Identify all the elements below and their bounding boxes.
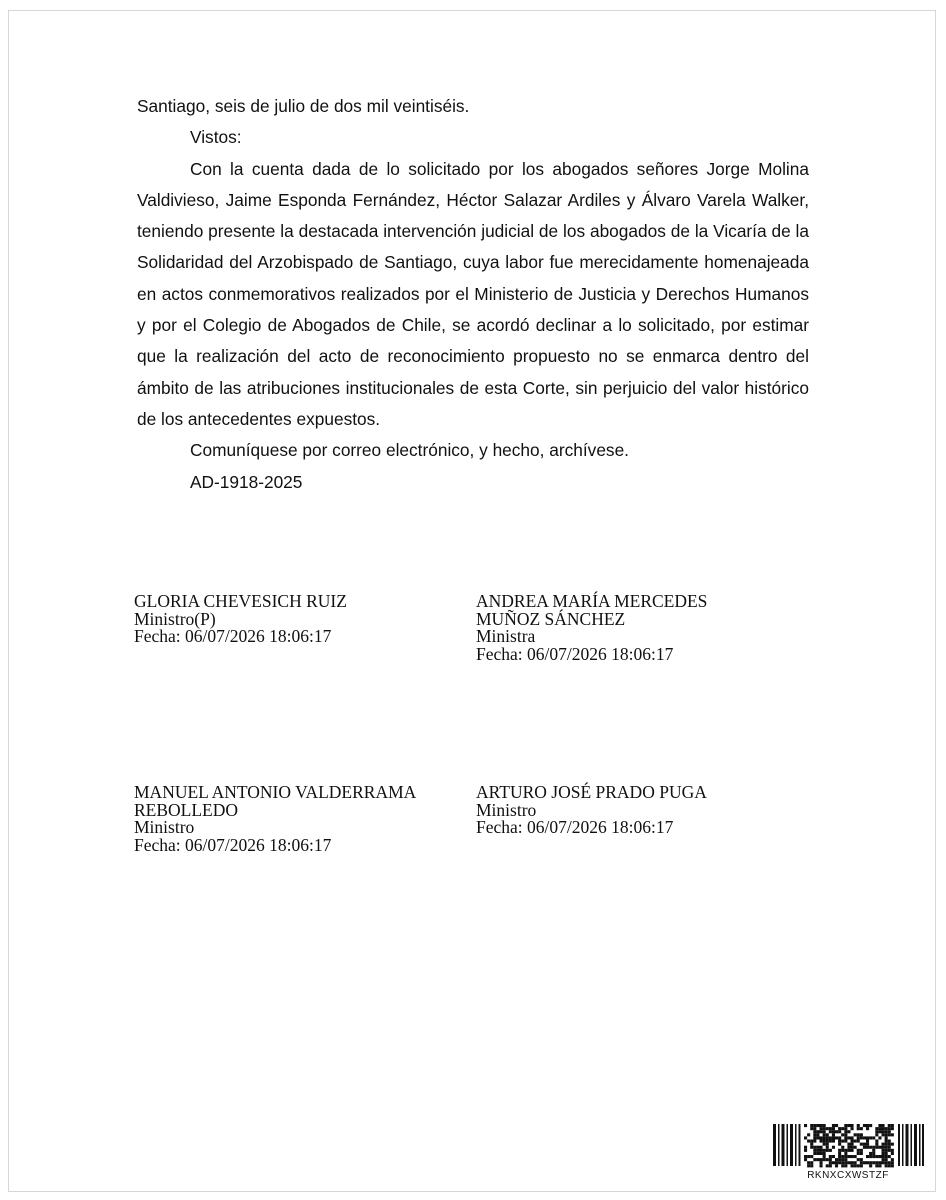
- vistos-heading: Vistos:: [190, 127, 242, 148]
- barcode-icon: [771, 1120, 925, 1170]
- case-number: AD-1918-2025: [190, 471, 303, 492]
- signer-name: GLORIA CHEVESICH RUIZ: [134, 591, 347, 611]
- matrix-code: [804, 1124, 894, 1167]
- resolution-body: [137, 91, 809, 498]
- signature-block-prado: [476, 784, 806, 837]
- signer-name-continued: MUÑOZ SÁNCHEZ: [476, 608, 626, 629]
- signature-block-chevesich: [134, 593, 464, 646]
- signature-block-munoz: [476, 593, 806, 663]
- signer-role: Ministro(P): [134, 608, 216, 629]
- signer-name: MANUEL ANTONIO VALDERRAMA: [134, 782, 417, 802]
- verification-barcode: [771, 1120, 925, 1188]
- closing-line: Comuníquese por correo electrónico, y hecho, archívese.: [190, 440, 629, 461]
- signer-name: ARTURO JOSÉ PRADO PUGA: [476, 782, 707, 802]
- signature-date: Fecha: 06/07/2026 18:06:17: [134, 626, 332, 647]
- signer-role: Ministro: [134, 817, 195, 838]
- verification-code: RKNXCXWSTZF: [807, 1170, 889, 1181]
- signature-date: Fecha: 06/07/2026 18:06:17: [476, 643, 674, 664]
- date-line: Santiago, seis de julio de dos mil veintiséis.: [137, 96, 470, 116]
- signer-role: Ministra: [476, 626, 536, 647]
- signature-block-valderrama: [134, 784, 464, 854]
- signer-name: ANDREA MARÍA MERCEDES: [476, 591, 708, 611]
- signer-role: Ministro: [476, 799, 537, 820]
- signer-name-continued: REBOLLEDO: [134, 799, 239, 820]
- main-paragraph: Con la cuenta dada de lo solicitado por los abogados señores Jorge Molina Valdivieso, Jaime Esponda Fernández, Héctor Salazar Ardiles y Álvaro Varela Walker, teniendo presente la destacada intervención judicial de los abogados de la Vicaría de la Solidaridad del Arzobispado de Santiago, cuya labor fue merecidamente homenajeada en actos conmemorativos realizados por el Ministerio de Justicia y Derechos Humanos y por el Colegio de Abogados de Chile, se acordó declinar a lo solicitado, por estimar que la realización del acto de reconocimiento propuesto no se enmarca dentro del ámbito de las atribuciones institucionales de esta Corte, sin perjuicio del valor histórico de los antecedentes expuestos.: [137, 158, 809, 429]
- signature-date: Fecha: 06/07/2026 18:06:17: [476, 817, 674, 838]
- signature-date: Fecha: 06/07/2026 18:06:17: [134, 834, 332, 855]
